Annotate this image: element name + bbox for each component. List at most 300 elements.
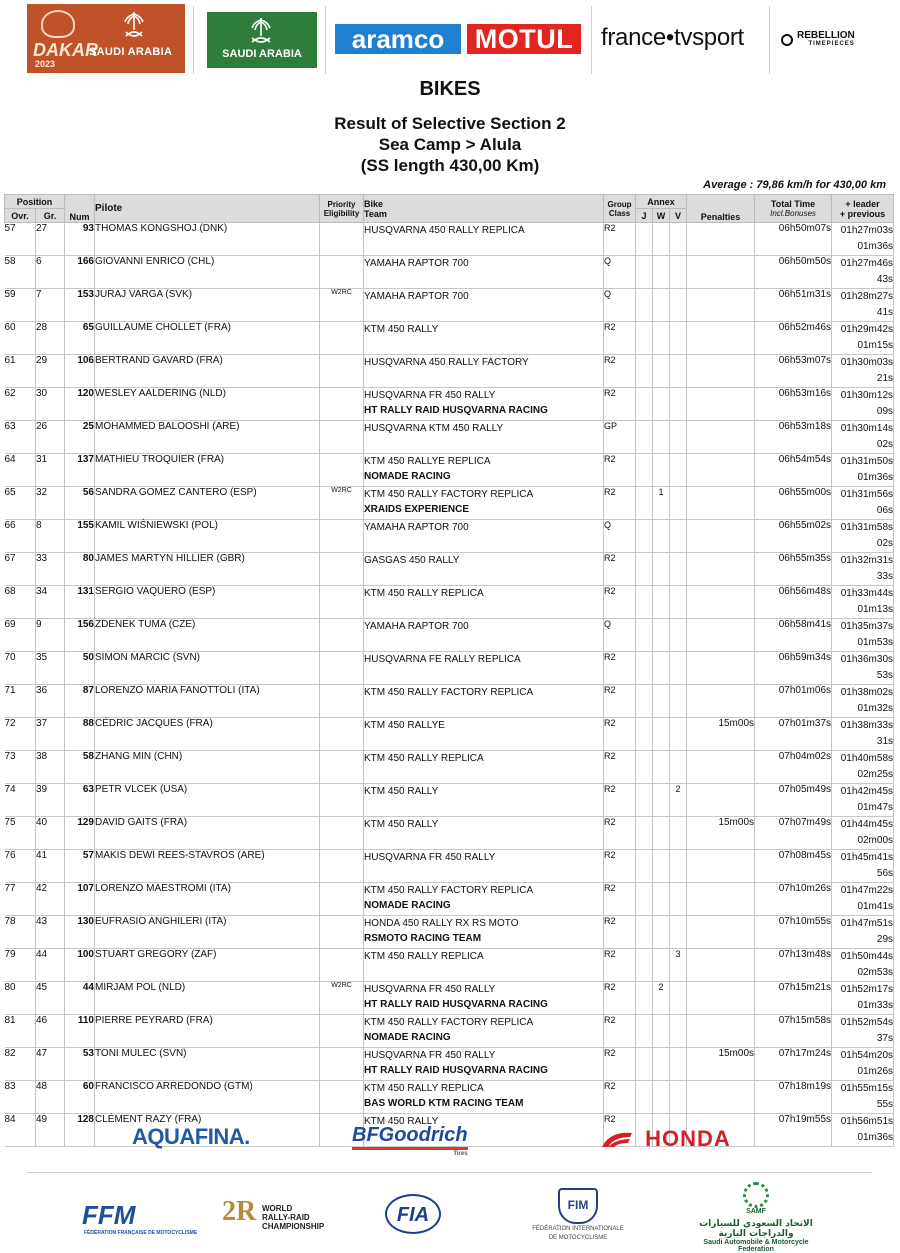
annex-j bbox=[636, 883, 653, 916]
overall-position: 74 bbox=[5, 784, 36, 817]
table-row bbox=[5, 586, 894, 619]
total-time: 06h59m34s bbox=[755, 652, 832, 685]
gap-cell bbox=[832, 1081, 894, 1114]
gap-to-leader: 01h30m03s bbox=[840, 357, 894, 368]
gap-to-previous: 01m36s bbox=[857, 241, 894, 252]
annex-j bbox=[636, 454, 653, 487]
gap-to-leader: 01h31m50s bbox=[840, 456, 894, 467]
col-penalties: Penalties bbox=[687, 195, 755, 223]
priority-eligibility bbox=[320, 1048, 364, 1081]
gap-to-leader: 01h55m15s bbox=[840, 1083, 894, 1094]
bike-team-cell bbox=[364, 652, 604, 685]
bike-model: KTM 450 RALLY bbox=[364, 786, 439, 797]
overall-position: 69 bbox=[5, 619, 36, 652]
table-row bbox=[5, 487, 894, 520]
bfgoodrich-tires: Tires bbox=[453, 1151, 468, 1157]
penalties bbox=[687, 256, 755, 289]
col-w: W bbox=[653, 209, 670, 223]
gap-to-previous: 01m32s bbox=[857, 703, 894, 714]
penalties bbox=[687, 289, 755, 322]
group-position: 32 bbox=[36, 487, 65, 520]
group-class: Q bbox=[604, 289, 636, 322]
total-time: 06h50m50s bbox=[755, 256, 832, 289]
bike-number: 153 bbox=[65, 289, 95, 322]
total-time: 06h55m02s bbox=[755, 520, 832, 553]
priority-eligibility bbox=[320, 751, 364, 784]
group-position: 43 bbox=[36, 916, 65, 949]
annex-v bbox=[670, 1081, 687, 1114]
team-name: NOMADE RACING bbox=[364, 471, 451, 482]
gap-to-previous: 29s bbox=[876, 934, 894, 945]
annex-j bbox=[636, 1048, 653, 1081]
annex-j bbox=[636, 322, 653, 355]
annex-v bbox=[670, 223, 687, 256]
annex-w bbox=[653, 454, 670, 487]
fia-logo: FIA bbox=[385, 1194, 441, 1234]
priority-eligibility bbox=[320, 850, 364, 883]
team-name: HT RALLY RAID HUSQVARNA RACING bbox=[364, 999, 548, 1010]
pilot-name: CLÉMENT RAZY (FRA) bbox=[95, 1114, 320, 1147]
col-gr: Gr. bbox=[36, 209, 65, 223]
table-row bbox=[5, 355, 894, 388]
bike-team-cell bbox=[364, 619, 604, 652]
team-name: NOMADE RACING bbox=[364, 1032, 451, 1043]
route-title: Sea Camp > Alula bbox=[378, 135, 522, 154]
gap-cell bbox=[832, 718, 894, 751]
bike-team-cell bbox=[364, 322, 604, 355]
bike-model: YAMAHA RAPTOR 700 bbox=[364, 522, 469, 533]
group-class: R2 bbox=[604, 1081, 636, 1114]
bike-team-cell bbox=[364, 355, 604, 388]
sponsor-footer-bottom bbox=[0, 1180, 900, 1253]
samf-logo bbox=[690, 1182, 822, 1253]
annex-v bbox=[670, 652, 687, 685]
bike-number: 88 bbox=[65, 718, 95, 751]
bike-number: 93 bbox=[65, 223, 95, 256]
total-time: 07h04m02s bbox=[755, 751, 832, 784]
group-position: 47 bbox=[36, 1048, 65, 1081]
gap-to-leader: 01h44m45s bbox=[840, 819, 894, 830]
samf-mark: SAMF bbox=[746, 1208, 766, 1215]
bike-number: 107 bbox=[65, 883, 95, 916]
group-class: R2 bbox=[604, 1048, 636, 1081]
bike-number: 80 bbox=[65, 553, 95, 586]
group-position: 40 bbox=[36, 817, 65, 850]
col-priority bbox=[320, 195, 364, 223]
gap-to-leader: 01h56m51s bbox=[840, 1116, 894, 1127]
bike-model: GASGAS 450 RALLY bbox=[364, 555, 460, 566]
total-time: 06h55m35s bbox=[755, 553, 832, 586]
bike-model: YAMAHA RAPTOR 700 bbox=[364, 258, 469, 269]
gap-to-leader: 01h28m27s bbox=[840, 291, 894, 302]
total-time: 06h53m18s bbox=[755, 421, 832, 454]
gap-cell bbox=[832, 982, 894, 1015]
bike-number: 155 bbox=[65, 520, 95, 553]
overall-position: 76 bbox=[5, 850, 36, 883]
col-incl-bonuses-label: Incl.Bonuses bbox=[770, 209, 816, 218]
col-v: V bbox=[670, 209, 687, 223]
annex-w bbox=[653, 784, 670, 817]
category-title: BIKES bbox=[419, 78, 481, 100]
group-class: Q bbox=[604, 619, 636, 652]
group-position: 27 bbox=[36, 223, 65, 256]
col-position: Position bbox=[5, 195, 65, 209]
gap-cell bbox=[832, 421, 894, 454]
honda-wordmark: HONDA bbox=[645, 1126, 731, 1151]
col-group-class bbox=[604, 195, 636, 223]
annex-w bbox=[653, 1081, 670, 1114]
priority-eligibility bbox=[320, 388, 364, 421]
annex-j bbox=[636, 289, 653, 322]
gap-cell bbox=[832, 553, 894, 586]
total-time: 06h52m46s bbox=[755, 322, 832, 355]
annex-j bbox=[636, 421, 653, 454]
gap-cell bbox=[832, 817, 894, 850]
france-tv-sport-logo: france•tvsport bbox=[601, 24, 744, 51]
priority-eligibility bbox=[320, 586, 364, 619]
group-position: 41 bbox=[36, 850, 65, 883]
gap-cell bbox=[832, 520, 894, 553]
gap-to-leader: 01h42m45s bbox=[840, 786, 894, 797]
footer-divider bbox=[27, 1172, 872, 1173]
total-time: 06h54m54s bbox=[755, 454, 832, 487]
bike-team-cell bbox=[364, 916, 604, 949]
palm-swords-icon bbox=[249, 16, 273, 46]
penalties bbox=[687, 652, 755, 685]
rebellion-name: REBELLION bbox=[797, 30, 855, 41]
table-row bbox=[5, 454, 894, 487]
penalties bbox=[687, 751, 755, 784]
priority-eligibility bbox=[320, 619, 364, 652]
gap-to-previous: 02m25s bbox=[857, 769, 894, 780]
annex-v bbox=[670, 322, 687, 355]
bike-team-cell bbox=[364, 850, 604, 883]
gap-cell bbox=[832, 949, 894, 982]
annex-w bbox=[653, 685, 670, 718]
penalties bbox=[687, 553, 755, 586]
annex-j bbox=[636, 652, 653, 685]
bike-number: 63 bbox=[65, 784, 95, 817]
penalties bbox=[687, 949, 755, 982]
bike-number: 120 bbox=[65, 388, 95, 421]
gap-to-leader: 01h47m22s bbox=[840, 885, 894, 896]
dakar-2023-logo bbox=[27, 4, 185, 73]
annex-v bbox=[670, 289, 687, 322]
bike-team-cell bbox=[364, 817, 604, 850]
bike-number: 25 bbox=[65, 421, 95, 454]
col-previous-label: + previous bbox=[839, 208, 886, 219]
ffm-wordmark: FFM bbox=[82, 1200, 136, 1230]
table-row bbox=[5, 916, 894, 949]
priority-eligibility bbox=[320, 685, 364, 718]
dakar-wordmark: DAKAR bbox=[33, 40, 98, 60]
bike-model: KTM 450 RALLY REPLICA bbox=[364, 588, 484, 599]
priority-eligibility bbox=[320, 454, 364, 487]
annex-j bbox=[636, 784, 653, 817]
bike-number: 100 bbox=[65, 949, 95, 982]
bike-number: 137 bbox=[65, 454, 95, 487]
group-position: 39 bbox=[36, 784, 65, 817]
overall-position: 61 bbox=[5, 355, 36, 388]
penalties bbox=[687, 883, 755, 916]
bike-number: 130 bbox=[65, 916, 95, 949]
bike-model: KTM 450 RALLY FACTORY REPLICA bbox=[364, 1017, 534, 1028]
overall-position: 66 bbox=[5, 520, 36, 553]
bike-number: 110 bbox=[65, 1015, 95, 1048]
length-title: (SS length 430,00 Km) bbox=[360, 156, 540, 175]
annex-v bbox=[670, 454, 687, 487]
average-speed: Average : 79,86 km/h for 430,00 km bbox=[703, 179, 886, 191]
penalties bbox=[687, 586, 755, 619]
bike-model: KTM 450 RALLY REPLICA bbox=[364, 753, 484, 764]
group-class: Q bbox=[604, 256, 636, 289]
bike-model: KTM 450 RALLY FACTORY REPLICA bbox=[364, 489, 534, 500]
gap-to-previous: 56s bbox=[876, 868, 894, 879]
divider bbox=[769, 6, 770, 74]
group-position: 49 bbox=[36, 1114, 65, 1147]
bike-model: KTM 450 RALLY bbox=[364, 819, 439, 830]
samf-emblem-icon bbox=[743, 1182, 769, 1208]
bike-model: KTM 450 RALLY REPLICA bbox=[364, 1083, 484, 1094]
table-row bbox=[5, 619, 894, 652]
ffm-logo bbox=[82, 1200, 198, 1236]
w2rc-mark: 2R bbox=[222, 1196, 257, 1227]
group-position: 9 bbox=[36, 619, 65, 652]
pilot-name: GUILLAUME CHOLLET (FRA) bbox=[95, 322, 320, 355]
annex-j bbox=[636, 1015, 653, 1048]
dakar-country: SAUDI ARABIA bbox=[89, 46, 173, 58]
bike-model: KTM 450 RALLY FACTORY REPLICA bbox=[364, 885, 534, 896]
table-row bbox=[5, 817, 894, 850]
bike-number: 50 bbox=[65, 652, 95, 685]
gap-cell bbox=[832, 355, 894, 388]
annex-v bbox=[670, 421, 687, 454]
bike-model: HUSQVARNA FR 450 RALLY bbox=[364, 390, 496, 401]
pilot-name: SIMON MARCIC (SVN) bbox=[95, 652, 320, 685]
annex-w bbox=[653, 619, 670, 652]
annex-j bbox=[636, 487, 653, 520]
bike-team-cell bbox=[364, 685, 604, 718]
annex-j bbox=[636, 949, 653, 982]
rebellion-logo bbox=[783, 30, 855, 47]
bike-model: YAMAHA RAPTOR 700 bbox=[364, 291, 469, 302]
col-total-time bbox=[755, 195, 832, 223]
rebellion-sub: TIMEPIECES bbox=[808, 41, 855, 47]
bike-team-cell bbox=[364, 784, 604, 817]
bike-team-cell bbox=[364, 454, 604, 487]
group-position: 42 bbox=[36, 883, 65, 916]
group-class: R2 bbox=[604, 751, 636, 784]
annex-w bbox=[653, 553, 670, 586]
priority-eligibility: W2RC bbox=[320, 289, 364, 322]
annex-j bbox=[636, 982, 653, 1015]
priority-eligibility bbox=[320, 652, 364, 685]
group-class: R2 bbox=[604, 916, 636, 949]
overall-position: 80 bbox=[5, 982, 36, 1015]
col-num: Num bbox=[65, 195, 95, 223]
overall-position: 82 bbox=[5, 1048, 36, 1081]
bike-number: 166 bbox=[65, 256, 95, 289]
group-class: R2 bbox=[604, 1015, 636, 1048]
total-time: 06h51m31s bbox=[755, 289, 832, 322]
gap-cell bbox=[832, 223, 894, 256]
dakar-year: 2023 bbox=[35, 59, 56, 69]
annex-w bbox=[653, 718, 670, 751]
group-position: 33 bbox=[36, 553, 65, 586]
annex-v bbox=[670, 520, 687, 553]
bike-team-cell bbox=[364, 982, 604, 1015]
group-class: R2 bbox=[604, 487, 636, 520]
gap-to-leader: 01h29m42s bbox=[840, 324, 894, 335]
overall-position: 64 bbox=[5, 454, 36, 487]
total-time: 07h19m55s bbox=[755, 1114, 832, 1147]
bike-team-cell bbox=[364, 1015, 604, 1048]
pilot-name: BERTRAND GAVARD (FRA) bbox=[95, 355, 320, 388]
gap-to-leader: 01h30m12s bbox=[840, 390, 894, 401]
group-position: 46 bbox=[36, 1015, 65, 1048]
annex-v bbox=[670, 751, 687, 784]
overall-position: 62 bbox=[5, 388, 36, 421]
bike-number: 129 bbox=[65, 817, 95, 850]
bfgoodrich-wordmark: BFGoodrich bbox=[352, 1124, 468, 1146]
overall-position: 75 bbox=[5, 817, 36, 850]
total-time: 07h13m48s bbox=[755, 949, 832, 982]
bike-model: HUSQVARNA FE RALLY REPLICA bbox=[364, 654, 521, 665]
annex-w: 2 bbox=[653, 982, 670, 1015]
gap-to-leader: 01h36m30s bbox=[840, 654, 894, 665]
bike-model: HONDA 450 RALLY RX RS MOTO bbox=[364, 918, 519, 929]
priority-eligibility bbox=[320, 553, 364, 586]
pilot-name: DAVID GAITS (FRA) bbox=[95, 817, 320, 850]
overall-position: 68 bbox=[5, 586, 36, 619]
annex-w bbox=[653, 223, 670, 256]
group-class: R2 bbox=[604, 883, 636, 916]
pilot-name: FRANCISCO ARREDONDO (GTM) bbox=[95, 1081, 320, 1114]
gap-to-previous: 41s bbox=[876, 307, 894, 318]
pilot-name: THOMAS KONGSHOJ (DNK) bbox=[95, 223, 320, 256]
gap-cell bbox=[832, 916, 894, 949]
group-position: 30 bbox=[36, 388, 65, 421]
col-leader-label: + leader bbox=[845, 198, 880, 209]
annex-w bbox=[653, 289, 670, 322]
gap-to-previous: 06s bbox=[876, 505, 894, 516]
results-table bbox=[4, 194, 894, 1147]
group-position: 48 bbox=[36, 1081, 65, 1114]
penalties: 15m00s bbox=[687, 718, 755, 751]
pilot-name: MIRJAM POL (NLD) bbox=[95, 982, 320, 1015]
team-name: RSMOTO RACING TEAM bbox=[364, 933, 482, 944]
gap-to-previous: 01m33s bbox=[857, 1000, 894, 1011]
penalties bbox=[687, 520, 755, 553]
priority-eligibility bbox=[320, 883, 364, 916]
bike-team-cell bbox=[364, 388, 604, 421]
bike-number: 106 bbox=[65, 355, 95, 388]
penalties bbox=[687, 421, 755, 454]
group-class: R2 bbox=[604, 322, 636, 355]
gap-cell bbox=[832, 454, 894, 487]
table-row bbox=[5, 388, 894, 421]
table-row bbox=[5, 1081, 894, 1114]
overall-position: 58 bbox=[5, 256, 36, 289]
gap-to-leader: 01h31m56s bbox=[840, 489, 894, 500]
annex-v bbox=[670, 256, 687, 289]
bike-team-cell bbox=[364, 586, 604, 619]
group-position: 34 bbox=[36, 586, 65, 619]
group-position: 26 bbox=[36, 421, 65, 454]
annex-j bbox=[636, 553, 653, 586]
divider bbox=[193, 6, 194, 74]
gap-to-previous: 33s bbox=[876, 571, 894, 582]
priority-eligibility bbox=[320, 322, 364, 355]
overall-position: 71 bbox=[5, 685, 36, 718]
overall-position: 73 bbox=[5, 751, 36, 784]
bike-number: 128 bbox=[65, 1114, 95, 1147]
col-priority-label: Priority bbox=[327, 199, 356, 209]
bike-model: HUSQVARNA KTM 450 RALLY bbox=[364, 423, 504, 434]
gap-to-previous: 01m15s bbox=[857, 340, 894, 351]
annex-w bbox=[653, 388, 670, 421]
bike-model: KTM 450 RALLY REPLICA bbox=[364, 951, 484, 962]
saudi-arabia-text: SAUDI ARABIA bbox=[222, 48, 302, 60]
gap-to-leader: 01h27m03s bbox=[840, 225, 894, 236]
annex-v bbox=[670, 817, 687, 850]
gap-to-previous: 01m36s bbox=[857, 1132, 894, 1143]
table-row bbox=[5, 553, 894, 586]
annex-j bbox=[636, 718, 653, 751]
w2rc-line2: RALLY-RAID bbox=[262, 1213, 310, 1222]
group-class: R2 bbox=[604, 685, 636, 718]
group-class: R2 bbox=[604, 850, 636, 883]
group-position: 8 bbox=[36, 520, 65, 553]
annex-v bbox=[670, 619, 687, 652]
overall-position: 67 bbox=[5, 553, 36, 586]
penalties bbox=[687, 454, 755, 487]
annex-w bbox=[653, 256, 670, 289]
penalties bbox=[687, 619, 755, 652]
team-name: BAS WORLD KTM RACING TEAM bbox=[364, 1098, 524, 1109]
gap-to-previous: 02s bbox=[876, 538, 894, 549]
group-class: R2 bbox=[604, 718, 636, 751]
table-row bbox=[5, 652, 894, 685]
table-row bbox=[5, 289, 894, 322]
w2rc-text bbox=[262, 1204, 324, 1231]
gap-to-previous: 02s bbox=[876, 439, 894, 450]
gap-to-leader: 01h35m37s bbox=[840, 621, 894, 632]
bike-number: 131 bbox=[65, 586, 95, 619]
table-row bbox=[5, 421, 894, 454]
honda-logo bbox=[600, 1126, 731, 1152]
gap-to-leader: 01h30m14s bbox=[840, 423, 894, 434]
annex-v bbox=[670, 718, 687, 751]
priority-eligibility: W2RC bbox=[320, 982, 364, 1015]
bike-model: KTM 450 RALLYE REPLICA bbox=[364, 456, 491, 467]
gap-to-previous: 53s bbox=[876, 670, 894, 681]
bike-number: 53 bbox=[65, 1048, 95, 1081]
group-class: R2 bbox=[604, 1114, 636, 1147]
total-time: 06h55m00s bbox=[755, 487, 832, 520]
priority-eligibility bbox=[320, 256, 364, 289]
annex-w bbox=[653, 751, 670, 784]
fim-line2: DE MOTOCYCLISME bbox=[548, 1235, 608, 1241]
group-class: R2 bbox=[604, 223, 636, 256]
annex-j bbox=[636, 520, 653, 553]
annex-v bbox=[670, 553, 687, 586]
pilot-name: KAMIL WIŚNIEWSKI (POL) bbox=[95, 520, 320, 553]
penalties bbox=[687, 784, 755, 817]
pilot-name: SANDRA GOMEZ CANTERO (ESP) bbox=[95, 487, 320, 520]
gap-to-leader: 01h54m20s bbox=[840, 1050, 894, 1061]
pilot-name: MATHIEU TROQUIER (FRA) bbox=[95, 454, 320, 487]
